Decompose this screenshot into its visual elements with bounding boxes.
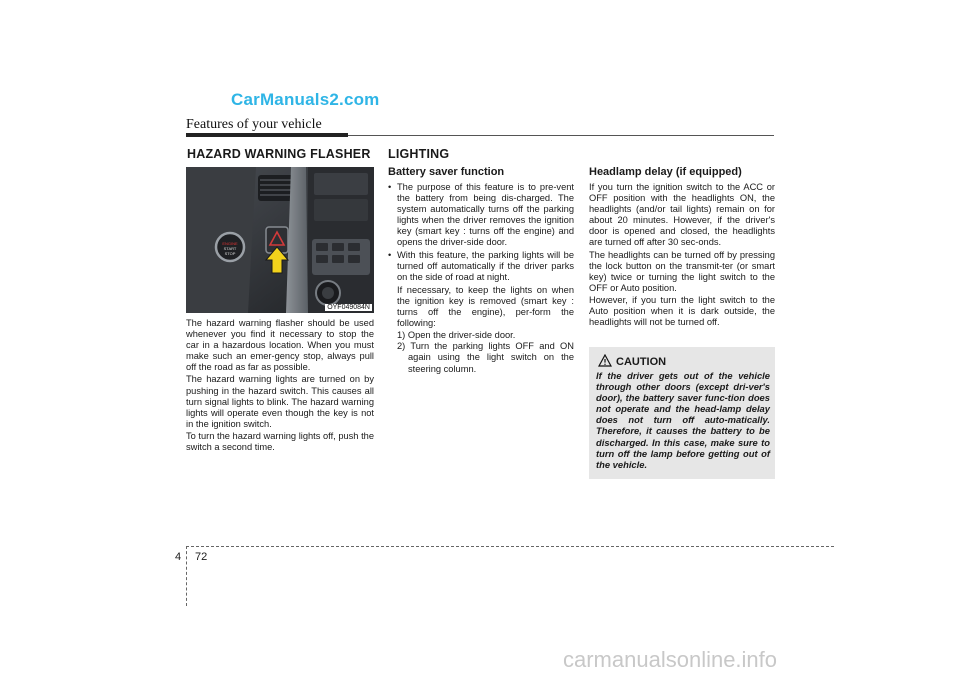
footer-dashed-rule bbox=[186, 546, 834, 547]
hazard-switch-photo bbox=[186, 167, 374, 313]
hazard-paragraph-3: To turn the hazard warning lights off, push the switch a second time. bbox=[186, 430, 374, 453]
headlamp-delay-title: Headlamp delay (if equipped) bbox=[589, 166, 742, 178]
page-number: 72 bbox=[195, 551, 208, 563]
header-rule-thick bbox=[186, 133, 348, 137]
watermark-top-link[interactable]: CarManuals2.com bbox=[231, 90, 380, 109]
hazard-heading: HAZARD WARNING FLASHER bbox=[187, 147, 371, 161]
battery-saver-text bbox=[388, 182, 574, 375]
battery-saver-bullet-1: • The purpose of this feature is to pre-vent the battery from being dis-charged. The system automatically turns off the parking lights when the driver removes the ignition key (smart key : turns off the engine) and opens the driver-side door. bbox=[388, 182, 574, 249]
image-code-label: OYF049084N bbox=[327, 304, 370, 311]
dashboard-illustration bbox=[186, 167, 374, 313]
footer-dashed-vertical bbox=[186, 546, 187, 606]
svg-text:ENGINE: ENGINE bbox=[222, 241, 238, 246]
svg-text:START: START bbox=[223, 246, 237, 251]
battery-saver-step-2: 2) Turn the parking lights OFF and ON again using the light switch on the steering column. bbox=[397, 341, 574, 374]
battery-saver-bullet-2 bbox=[388, 250, 574, 330]
hazard-text bbox=[186, 318, 374, 454]
caution-text: If the driver gets out of the vehicle through other doors (except dri-ver's door), the battery saver func-tion does not operate and the head-lamp delay does not turn off auto-matically. Therefore, it causes the battery to be discharged. In this case, make sure to turn off the lamp before getting out of the vehicle. bbox=[596, 370, 770, 470]
svg-text:STOP: STOP bbox=[224, 251, 236, 256]
battery-saver-steps bbox=[388, 330, 574, 374]
battery-saver-step-1: 1) Open the driver-side door. bbox=[397, 330, 516, 341]
lighting-heading: LIGHTING bbox=[388, 147, 450, 161]
warning-triangle-icon bbox=[598, 354, 612, 367]
battery-saver-bullet-2-text: With this feature, the parking lights will be turned off automatically if the driver parks on the side of road at night. bbox=[397, 249, 574, 282]
section-number: 4 bbox=[175, 551, 182, 563]
page-header-title: Features of your vehicle bbox=[186, 117, 322, 132]
battery-saver-title: Battery saver function bbox=[388, 166, 505, 178]
hazard-paragraph-2: The hazard warning lights are turned on by pushing in the hazard switch. This causes all turn signal lights to blink. The hazard warning lights will operate even though the key is not in the ignition switch. bbox=[186, 374, 374, 429]
hazard-paragraph-1: The hazard warning flasher should be used whenever you find it necessary to stop the car in a hazardous location. When you must make such an emer-gency stop, always pull off the road as far as possible. bbox=[186, 318, 374, 373]
battery-saver-bullet-2-continuation: If necessary, to keep the lights on when the ignition key is removed (smart key : turns off the engine), per-form the following: bbox=[397, 284, 574, 329]
headlamp-paragraph-3: However, if you turn the light switch to the Auto position when it is dark outside, the headlights will not be turned off. bbox=[589, 294, 775, 328]
headlamp-delay-text bbox=[589, 182, 775, 329]
headlamp-paragraph-2: The headlights can be turned off by pressing the lock button on the transmit-ter (or smart key) twice or turning the light switch to the OFF or Auto position. bbox=[589, 249, 775, 293]
caution-title: CAUTION bbox=[616, 356, 667, 368]
header-rule-thin bbox=[348, 135, 774, 136]
battery-saver-list bbox=[388, 182, 574, 329]
headlamp-paragraph-1: If you turn the ignition switch to the ACC or OFF position with the headlights ON, the headlights (and/or tail lights) remain on for about 20 minutes. However, if the driver's door is opened and closed, the headlights are turned off after 30 sec-onds. bbox=[589, 182, 775, 248]
watermark-bottom-link[interactable]: carmanualsonline.info bbox=[563, 647, 778, 672]
